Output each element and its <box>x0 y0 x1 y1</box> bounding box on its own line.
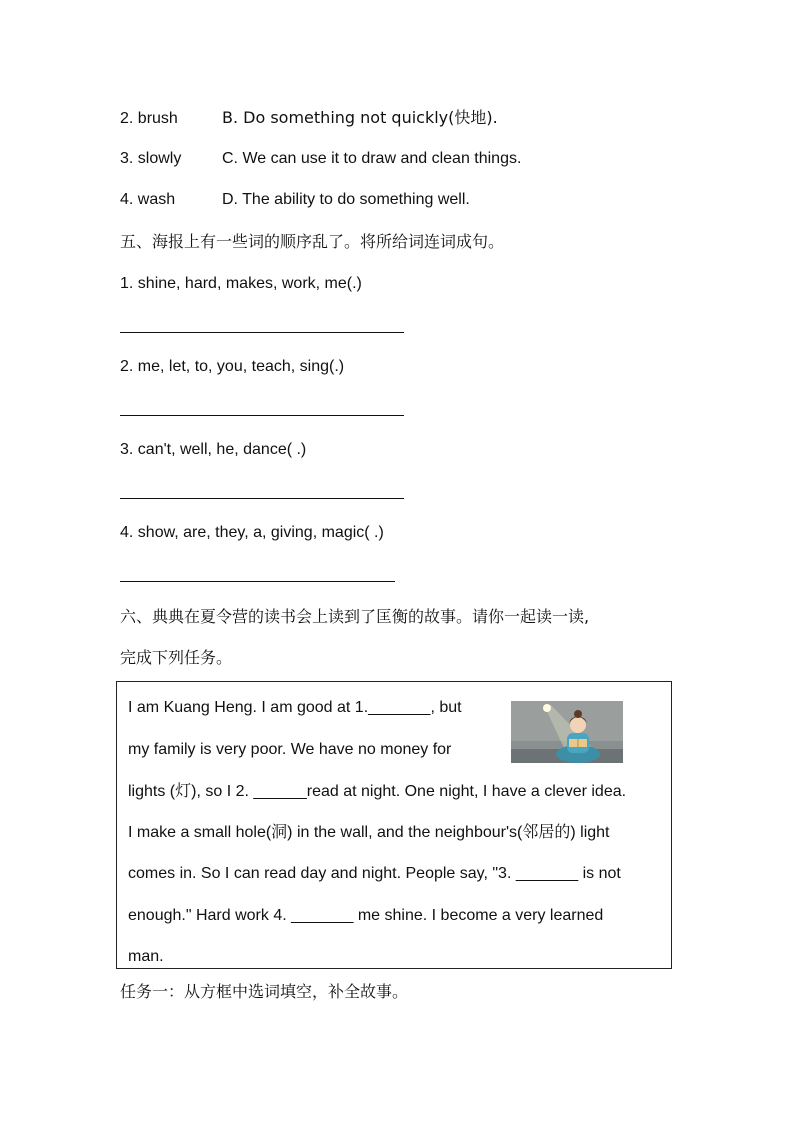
passage-line-4: I make a small hole(洞) in the wall, and the neighbour's(邻居的) light <box>128 824 610 841</box>
reading-girl-image <box>511 701 623 763</box>
passage-line-1: I am Kuang Heng. I am good at 1._______, but <box>128 699 462 716</box>
passage-line-7: man. <box>128 948 164 965</box>
match-definition: D. The ability to do something well. <box>222 191 470 208</box>
section6-heading-line1: 六、典典在夏令营的读书会上读到了匡衡的故事。请你一起读一读, <box>120 607 590 626</box>
sentence-item-3: 3. can't, well, he, dance( .) <box>120 441 307 458</box>
section5-heading: 五、海报上有一些词的顺序乱了。将所给词连词成句。 <box>120 232 505 251</box>
task1-instruction: 任务一：从方框中选词填空，补全故事。 <box>120 982 409 1001</box>
match-item-3 <box>120 149 521 169</box>
match-item-4 <box>120 190 470 210</box>
passage-line-5: comes in. So I can read day and night. People say, "3. _______ is not <box>128 865 621 882</box>
passage-line-3: lights (灯), so I 2. ______read at night. One night, I have a clever idea. <box>128 783 627 800</box>
answer-line-4[interactable] <box>120 581 395 582</box>
sentence-item-1: 1. shine, hard, makes, work, me(.) <box>120 275 362 292</box>
sentence-item-4: 4. show, are, they, a, giving, magic( .) <box>120 524 384 541</box>
match-word: 4. wash <box>120 191 176 208</box>
match-word: 3. slowly <box>120 150 182 167</box>
reading-girl-illustration <box>511 701 623 763</box>
section6-heading-line2: 完成下列任务。 <box>120 648 233 667</box>
match-item-2 <box>120 108 498 129</box>
sentence-item-2: 2. me, let, to, you, teach, sing(.) <box>120 358 345 375</box>
match-word: 2. brush <box>120 110 178 127</box>
match-definition: B. Do something not quickly(快地). <box>222 108 498 127</box>
answer-line-1[interactable] <box>120 332 404 333</box>
passage-line-6: enough." Hard work 4. _______ me shine. I become a very learned <box>128 907 604 924</box>
passage-line-2: my family is very poor. We have no money for <box>128 741 452 758</box>
match-definition: C. We can use it to draw and clean things. <box>222 150 522 167</box>
answer-line-3[interactable] <box>120 498 404 499</box>
answer-line-2[interactable] <box>120 415 404 416</box>
